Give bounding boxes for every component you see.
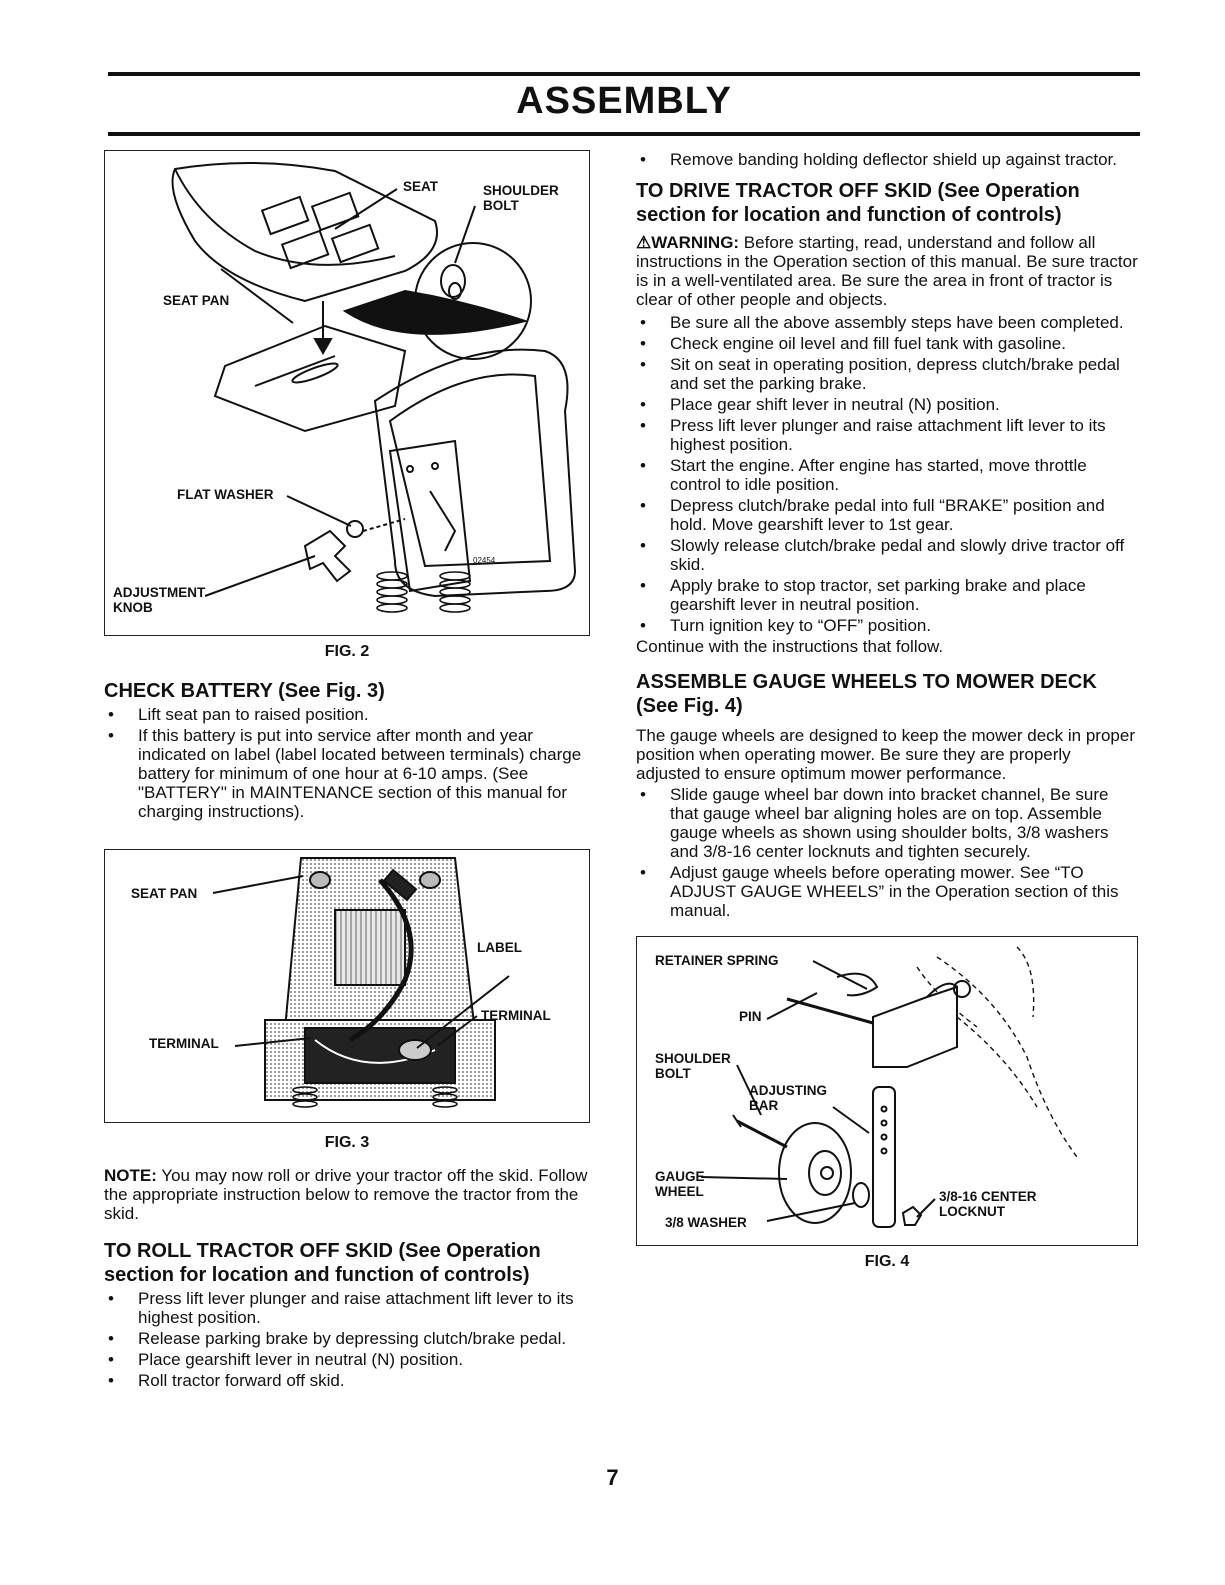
list-item: • Remove banding holding deflector shield up against tractor. — [636, 150, 1138, 169]
fig2-label-seat: SEAT — [403, 179, 439, 194]
list-item: • Place gear shift lever in neutral (N) position. — [636, 395, 1138, 414]
list-item: • Depress clutch/brake pedal into full “BRAKE” position and hold. Move gearshift lever to 1st gear. — [636, 496, 1138, 534]
list-item: • If this battery is put into service after month and year indicated on label (label located between terminals) charge battery for minimum of one hour at 6-10 amps. (See "BATTERY" in MAINTENANCE section of this manual for charging instructions). — [104, 726, 590, 821]
fig2-caption: FIG. 2 — [324, 643, 370, 660]
check-battery-heading: CHECK BATTERY (See Fig. 3) — [104, 680, 385, 702]
note-text: You may now roll or drive your tractor off the skid. Follow the appropriate instruction below to remove the tractor from the skid. — [104, 1166, 588, 1223]
fig4-label-washer: 3/8 WASHER — [665, 1215, 747, 1230]
gauge-wheels-list — [636, 785, 1138, 920]
top-rule — [108, 72, 1140, 76]
fig2-box — [104, 150, 590, 636]
fig4-label-adjusting-bar: ADJUSTING BAR — [749, 1083, 828, 1113]
list-item: • Press lift lever plunger and raise attachment lift lever to its highest position. — [104, 1289, 590, 1327]
fig3-label-seat-pan: SEAT PAN — [131, 886, 198, 901]
list-item: • Slide gauge wheel bar down into bracket channel, Be sure that gauge wheel bar aligning holes are on top. Assemble gauge wheels as shown using shoulder bolts, 3/8 washers and 3/8-16 center locknuts and tighten securely. — [636, 785, 1138, 861]
list-item: • Lift seat pan to raised position. — [104, 705, 590, 724]
note-paragraph — [104, 1166, 590, 1223]
page-number: 7 — [606, 1465, 619, 1490]
fig2-label-flat-washer: FLAT WASHER — [177, 487, 274, 502]
list-item: • Roll tractor forward off skid. — [104, 1371, 590, 1390]
list-item: • Release parking brake by depressing clutch/brake pedal. — [104, 1329, 590, 1348]
title-rule — [108, 132, 1140, 136]
list-item: • Check engine oil level and fill fuel tank with gasoline. — [636, 334, 1138, 353]
fig2-label-shoulder-bolt: SHOULDER BOLT — [483, 183, 559, 213]
fig4-box — [636, 936, 1138, 1246]
list-item: • Apply brake to stop tractor, set parking brake and place gearshift lever in neutral position. — [636, 576, 1138, 614]
fig3-label-terminal-left: TERMINAL — [149, 1036, 219, 1051]
continue-text: Continue with the instructions that follow. — [636, 637, 944, 656]
fig4-label-locknut: 3/8-16 CENTER LOCKNUT — [939, 1189, 1037, 1219]
gauge-wheels-heading: ASSEMBLE GAUGE WHEELS TO MOWER DECK (See Fig. 4) — [636, 671, 1097, 717]
list-item: • Slowly release clutch/brake pedal and slowly drive tractor off skid. — [636, 536, 1138, 574]
list-item: • Be sure all the above assembly steps have been completed. — [636, 313, 1138, 332]
left-column — [104, 150, 590, 1392]
warning-paragraph — [636, 233, 1138, 309]
roll-off-heading: TO ROLL TRACTOR OFF SKID (See Operation section for location and function of controls) — [104, 1240, 541, 1286]
right-column — [636, 150, 1138, 1271]
check-battery-list — [104, 705, 590, 821]
top-bullet-list — [636, 150, 1138, 169]
drive-off-list — [636, 313, 1138, 635]
fig4-illustration — [637, 937, 1137, 1245]
list-item: • Sit on seat in operating position, depress clutch/brake pedal and set the parking brake. — [636, 355, 1138, 393]
warning-icon: ⚠ — [636, 233, 652, 252]
list-item: • Place gearshift lever in neutral (N) position. — [104, 1350, 590, 1369]
drive-off-heading: TO DRIVE TRACTOR OFF SKID (See Operation section for location and function of controls) — [636, 180, 1080, 226]
list-item: • Press lift lever plunger and raise attachment lift lever to its highest position. — [636, 416, 1138, 454]
fig3-caption: FIG. 3 — [324, 1134, 370, 1151]
fig2-label-code: 02454 — [473, 556, 496, 565]
list-item: • Adjust gauge wheels before operating mower. See “TO ADJUST GAUGE WHEELS” in the Operation section of this manual. — [636, 863, 1138, 920]
fig2-label-adjustment-knob: ADJUSTMENT KNOB — [113, 585, 206, 615]
gauge-wheels-intro: The gauge wheels are designed to keep the mower deck in proper position when operating mower. Be sure they are properly adjusted to ensure optimum mower performance. — [636, 726, 1135, 783]
warning-label: WARNING: — [651, 233, 740, 252]
warning-text: Before starting, read, understand and follow all instructions in the Operation section of this manual. Be sure tractor is in a well-ventilated area. Be sure the area in front of tractor is clear of other people and objects. — [636, 233, 1138, 309]
list-item: • Turn ignition key to “OFF” position. — [636, 616, 1138, 635]
note-label: NOTE: — [104, 1166, 157, 1185]
page-title: ASSEMBLY — [516, 80, 732, 122]
fig2-label-seat-pan: SEAT PAN — [163, 293, 230, 308]
fig3-label-label: LABEL — [477, 940, 522, 955]
fig4-caption: FIG. 4 — [864, 1253, 910, 1270]
fig3-box — [104, 849, 590, 1123]
fig4-label-pin: PIN — [739, 1009, 762, 1024]
fig4-label-shoulder-bolt: SHOULDER BOLT — [655, 1051, 731, 1081]
fig3-label-terminal-right: TERMINAL — [481, 1008, 551, 1023]
list-item: • Start the engine. After engine has started, move throttle control to idle position. — [636, 456, 1138, 494]
fig4-label-gauge-wheel: GAUGE WHEEL — [655, 1169, 705, 1199]
fig2-illustration — [105, 151, 589, 635]
fig4-label-retainer-spring: RETAINER SPRING — [655, 953, 779, 968]
roll-off-list — [104, 1289, 590, 1390]
